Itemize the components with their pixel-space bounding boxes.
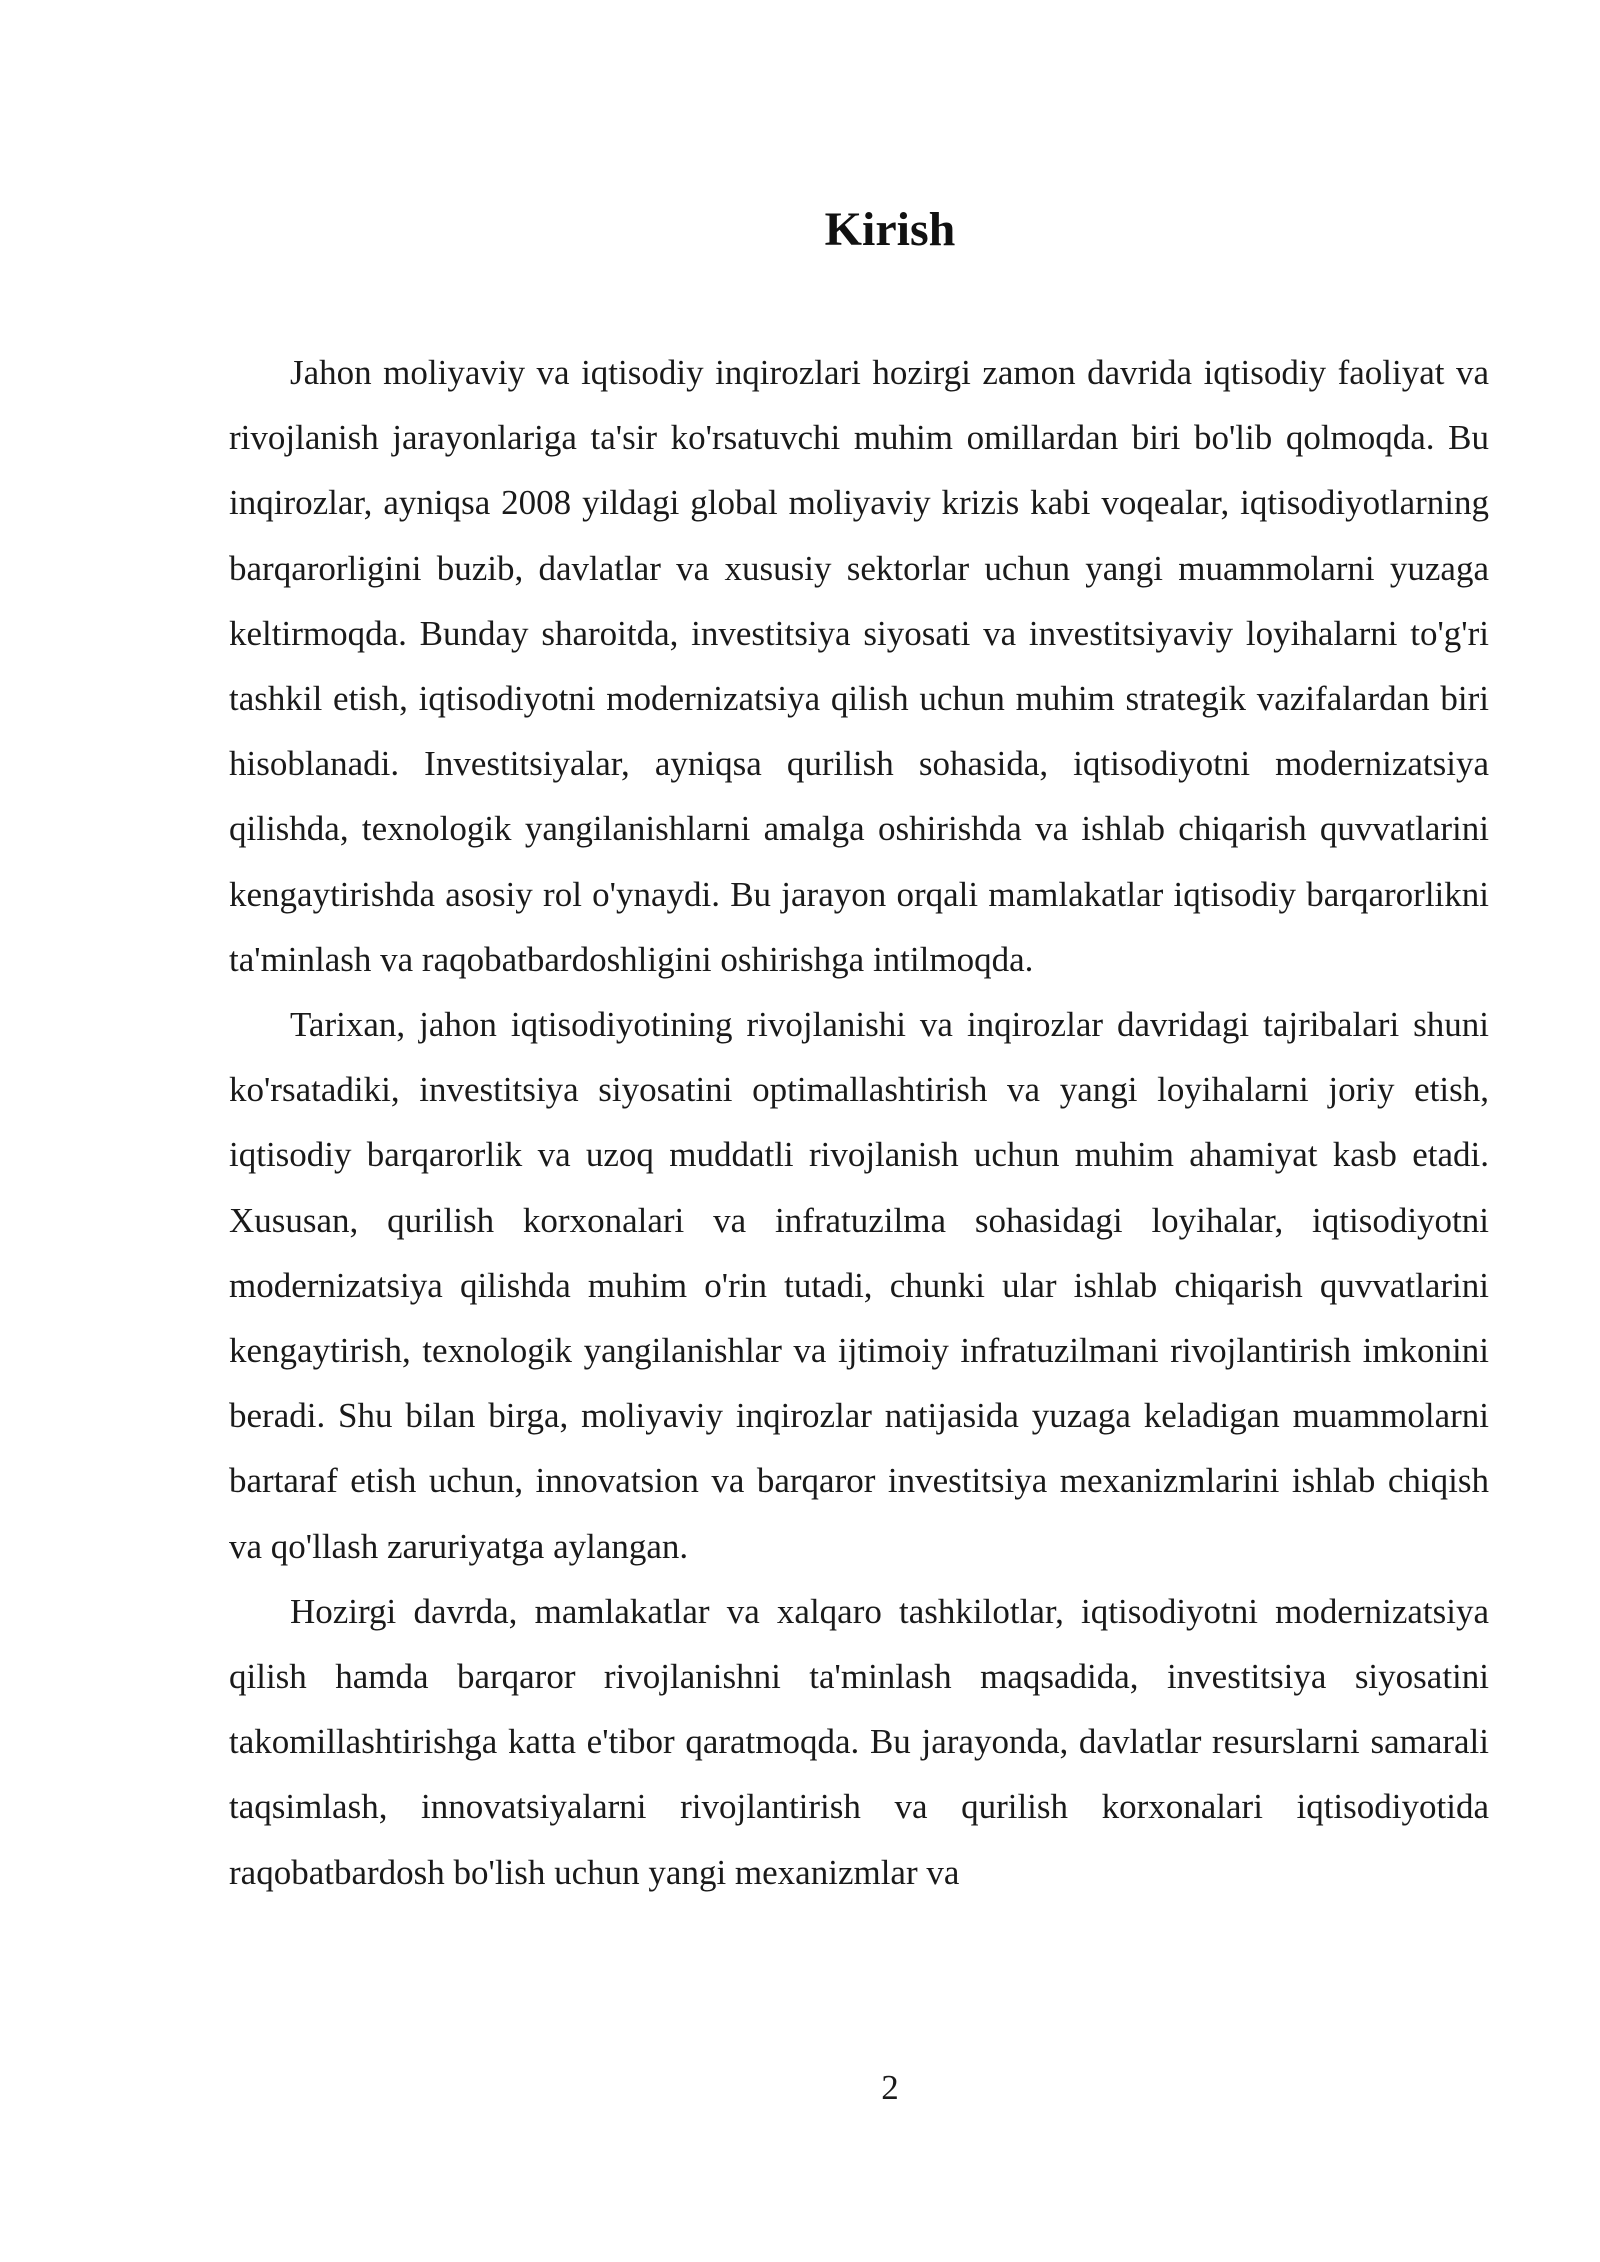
page-title: Kirish bbox=[824, 203, 956, 256]
paragraph-3: Hozirgi davrda, mamlakatlar va xalqaro tashkilotlar, iqtisodiyotni modernizatsiya qilish hamda barqaror rivojlanishni ta'minlash maqsadida, investitsiya siyosatini takomillashtirishga katta e'tibor qaratmoqda. Bu jarayonda, davlatlar resurslarni samarali taqsimlash, innovatsiyalarni rivojlantirish va qurilish korxonalari iqtisodiyotida raqobatbardosh bo'lish uchun yangi mexanizmlar va bbox=[229, 1591, 1489, 1892]
page-number: 2 bbox=[881, 2068, 899, 2107]
paragraph-2: Tarixan, jahon iqtisodiyotining rivojlanishi va inqirozlar davridagi tajribalari shuni ko'rsatadiki, investitsiya siyosatini optimallashtirish va yangi loyihalarni joriy etish, iqtisodiy barqarorlik va uzoq muddatli rivojlanish uchun muhim ahamiyat kasb etadi. Xususan, qurilish korxonalari va infratuzilma sohasidagi loyihalar, iqtisodiyotni modernizatsiya qilishda muhim o'rin tutadi, chunki ular ishlab chiqarish quvvatlarini kengaytirish, texnologik yangilanishlar va ijtimoiy infratuzilmani rivojlantirish imkonini beradi. Shu bilan birga, moliyaviy inqirozlar natijasida yuzaga keladigan muammolarni bartaraf etish uchun, innovatsion va barqaror investitsiya mexanizmlarini ishlab chiqish va qo'llash zaruriyatga aylangan. bbox=[229, 1005, 1489, 1566]
body-text bbox=[229, 340, 1489, 1905]
paragraph-1: Jahon moliyaviy va iqtisodiy inqirozlari hozirgi zamon davrida iqtisodiy faoliyat va rivojlanish jarayonlariga ta'sir ko'rsatuvchi muhim omillardan biri bo'lib qolmoqda. Bu inqirozlar, ayniqsa 2008 yildagi global moliyaviy krizis kabi voqealar, iqtisodiyotlarning barqarorligini buzib, davlatlar va xususiy sektorlar uchun yangi muammolarni yuzaga keltirmoqda. Bunday sharoitda, investitsiya siyosati va investitsiyaviy loyihalarni to'g'ri tashkil etish, iqtisodiyotni modernizatsiya qilish uchun muhim strategik vazifalardan biri hisoblanadi. Investitsiyalar, ayniqsa qurilish sohasida, iqtisodiyotni modernizatsiya qilishda, texnologik yangilanishlarni amalga oshirishda va ishlab chiqarish quvvatlarini kengaytirishda asosiy rol o'ynaydi. Bu jarayon orqali mamlakatlar iqtisodiy barqarorlikni ta'minlash va raqobatbardoshligini oshirishga intilmoqda. bbox=[229, 353, 1489, 979]
